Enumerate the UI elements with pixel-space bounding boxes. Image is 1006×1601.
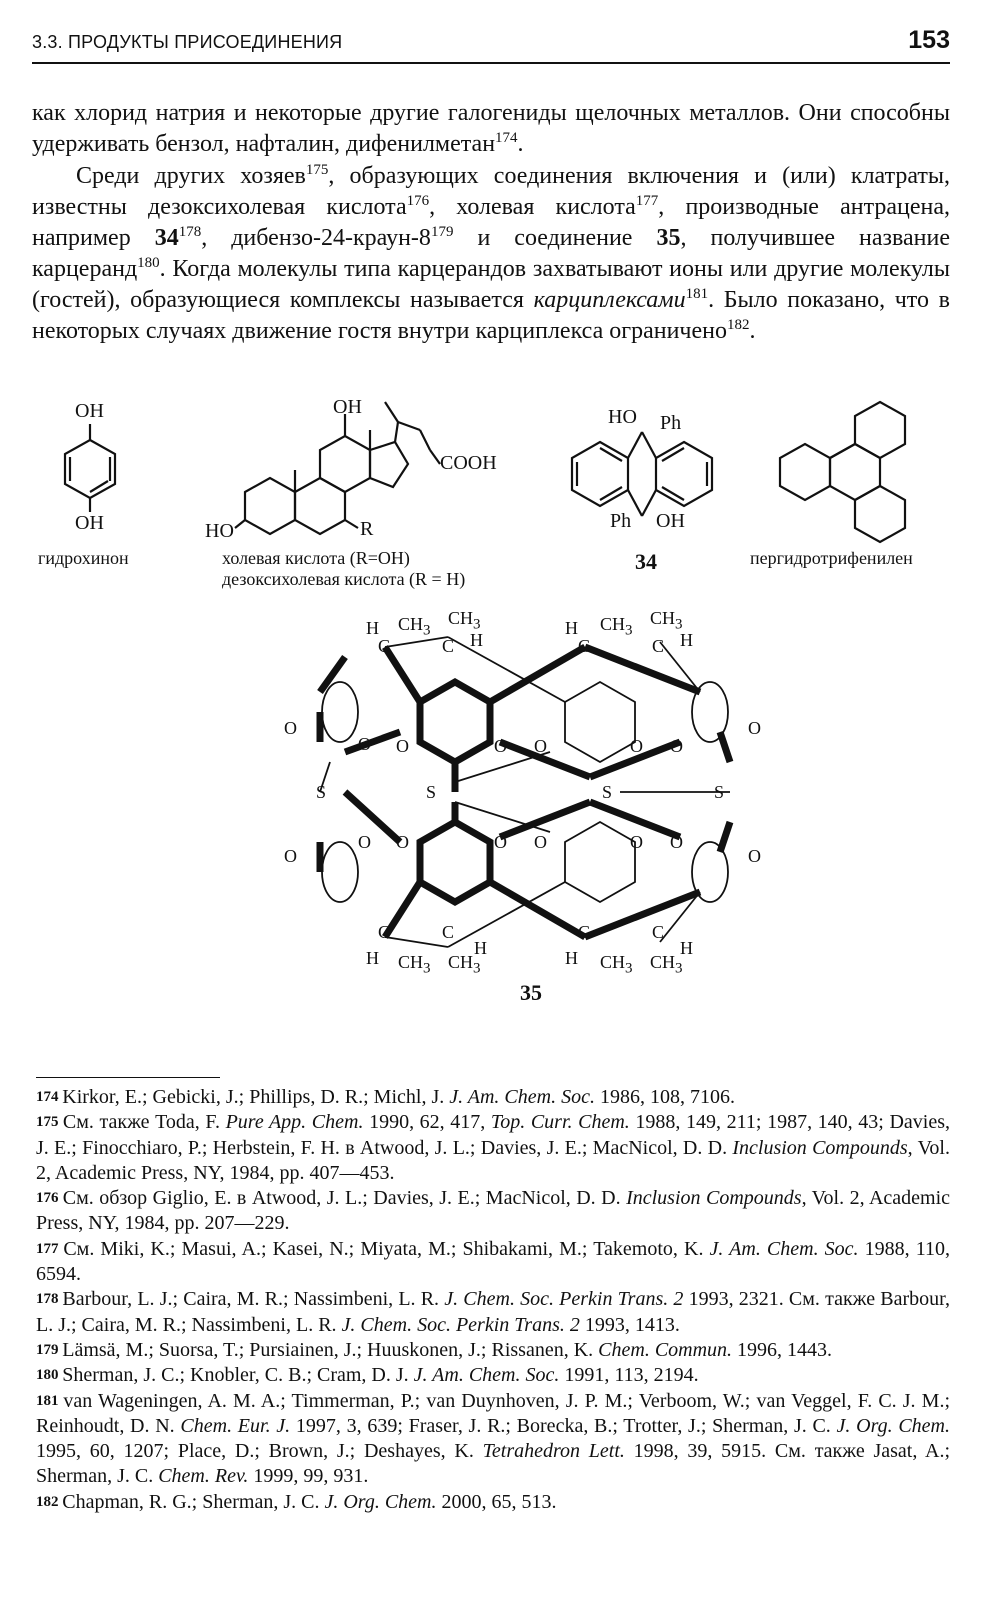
c35-ch-text: CH — [650, 952, 676, 972]
ref-174: 174 — [495, 130, 518, 146]
footnote-text: См. также Toda, F. — [62, 1111, 226, 1134]
c35-h: H — [470, 630, 483, 650]
c35-sub: 3 — [423, 622, 431, 639]
perhydrotriphenylene-structure — [780, 402, 905, 542]
footnote-text: , Vol. 2, Academic Press, NY, 1984, pp. 207—229. — [36, 1187, 951, 1235]
footnote-number: 182 — [36, 1493, 63, 1510]
compound-34-number: 34 — [635, 549, 657, 574]
c35-sub: 3 — [625, 622, 633, 639]
c35-ch3 — [398, 952, 431, 978]
c35-o: O — [284, 846, 297, 866]
c35-sub: 3 — [625, 960, 633, 977]
c35-ch3 — [650, 952, 683, 978]
c35-sub: 3 — [473, 616, 481, 633]
footnote-181 — [36, 1389, 950, 1490]
cholic-oh: OH — [333, 396, 362, 418]
cholic-cooh: COOH — [440, 452, 497, 474]
footnote-176 — [36, 1186, 950, 1237]
c35-c: C — [652, 636, 665, 656]
c35-h: H — [565, 618, 578, 638]
footnote-number: 174 — [36, 1089, 63, 1105]
section-title: 3.3. ПРОДУКТЫ ПРИСОЕДИНЕНИЯ — [32, 32, 343, 52]
footnote-number: 175 — [36, 1114, 63, 1131]
p2-text: , образующих соединения включения и (или) клатраты, известны дезоксихолевая кислота — [32, 163, 950, 220]
footnote-text: 1990, 62, 417, — [363, 1111, 491, 1134]
paragraph-1-text: как хлорид натрия и некоторые другие галогениды щелочных металлов. Они способны удерживать бензол, нафталин, дифенилметан — [32, 100, 950, 157]
running-header — [32, 26, 950, 64]
perhydrotriphenylene-caption: пергидротрифенилен — [750, 548, 913, 568]
footnote-journal: Pure App. Chem. — [225, 1111, 364, 1134]
footnote-text: 1988, 110, 6594. — [36, 1237, 950, 1286]
compound-34-ref: 34 — [154, 225, 179, 251]
p2-text: . Когда молекулы типа карцерандов захватывают ионы или другие молекулы (гостей), образующиеся комплексы называется — [32, 256, 950, 313]
c35-s: S — [602, 782, 613, 802]
hydroquinone-caption: гидрохинон — [38, 548, 129, 568]
c35-c: C — [378, 636, 391, 656]
c35-o: O — [670, 736, 683, 756]
p2-text: , получившее название карцеранд — [32, 225, 950, 282]
footnote-182 — [36, 1490, 950, 1515]
p2-text: . Было показано, что в некоторых случаях движение гостя внутри карциплекса ограничено — [32, 287, 950, 344]
footnote-text: 2000, 65, 513. — [436, 1490, 557, 1513]
ref-181: 181 — [685, 286, 709, 302]
footnote-text: 1991, 113, 2194. — [559, 1364, 699, 1387]
c35-ch-text: CH — [398, 952, 424, 972]
c35-s: S — [316, 782, 327, 802]
c35-o: O — [396, 832, 409, 852]
footnote-178 — [36, 1287, 950, 1338]
footnote-text: 1999, 99, 931. — [248, 1465, 369, 1488]
c35-ch3 — [600, 952, 633, 978]
c35-s: S — [426, 782, 437, 802]
cholic-acid-structure — [235, 402, 440, 534]
cholic-caption-2: дезоксихолевая кислота (R = H) — [222, 569, 466, 589]
footnote-text: Chapman, R. G.; Sherman, J. C. — [62, 1490, 325, 1513]
footnote-text: 1988, 149, 211; 1987, 140, 43; Davies, J. E.; Finocchiaro, P.; Herbstein, F. H. в Atwood, J. L.; Davies, J. E.; MacNicol, D. D. — [36, 1111, 951, 1159]
c35-sub: 3 — [423, 960, 431, 977]
c35-c: C — [442, 922, 455, 942]
footnote-journal: J. Org. Chem. — [836, 1414, 951, 1437]
footnote-number: 178 — [36, 1291, 63, 1308]
c35-o: O — [396, 736, 409, 756]
ref-178: 178 — [178, 224, 202, 240]
c35-o: O — [284, 718, 297, 738]
c35-o: O — [494, 736, 507, 756]
structures-drawing — [0, 392, 1006, 1012]
footnote-number: 177 — [36, 1240, 64, 1257]
c35-c: C — [652, 922, 665, 942]
footnote-text: van Wageningen, A. M. A.; Timmerman, P.; van Duynhoven, J. P. M.; Verboom, W.; van Veggel, F. C. J. M.; Reinhoudt, D. N. — [36, 1389, 951, 1437]
c35-h: H — [366, 948, 379, 968]
compound-34-structure — [572, 432, 712, 516]
c35-ch-text: CH — [600, 952, 626, 972]
ref-179: 179 — [430, 224, 454, 240]
c35-ch-text: CH — [650, 608, 676, 628]
c35-h: H — [680, 938, 693, 958]
footnote-journal: Chem. Rev. — [158, 1465, 249, 1488]
ref-180: 180 — [137, 255, 160, 271]
compound-35-structure — [320, 637, 730, 947]
footnote-journal: Tetrahedron Lett. — [482, 1440, 625, 1463]
footnotes — [36, 1085, 950, 1515]
hydroquinone-oh-top: OH — [75, 400, 104, 422]
c35-o: O — [534, 736, 547, 756]
c35-ch3 — [398, 614, 431, 640]
c35-ch3 — [600, 614, 633, 640]
p2-text: , холевая кислота — [429, 194, 636, 220]
footnote-text: Kirkor, E.; Gebicki, J.; Phillips, D. R.; Michl, J. — [62, 1086, 450, 1108]
footnote-text: Sherman, J. C.; Knobler, C. B.; Cram, D. J. — [62, 1364, 414, 1387]
c35-ch-text: CH — [398, 614, 424, 634]
p2-text: Среди других хозяев — [76, 163, 306, 189]
footnote-text: 1986, 108, 7106. — [594, 1086, 735, 1108]
footnote-journal: J. Org. Chem. — [324, 1490, 437, 1513]
c35-o: O — [534, 832, 547, 852]
footnote-174 — [36, 1085, 950, 1110]
footnote-number: 181 — [36, 1392, 64, 1409]
c35-h: H — [366, 618, 379, 638]
c35-sub: 3 — [675, 960, 683, 977]
footnote-text: 1996, 1443. — [732, 1338, 833, 1361]
c35-h: H — [680, 630, 693, 650]
term-carciplex: карциплексами — [533, 287, 686, 313]
footnote-text: 1995, 60, 1207; Place, D.; Brown, J.; Deshayes, K. — [36, 1440, 483, 1463]
c35-sub: 3 — [473, 960, 481, 977]
p2-text: . — [749, 318, 756, 344]
p2-text: , дибензо-24-краун-8 — [201, 225, 431, 251]
c35-ch-text: CH — [448, 608, 474, 628]
paragraph-1-end: . — [517, 131, 524, 157]
footnote-journal: Inclusion Compounds — [626, 1187, 802, 1210]
footnote-175 — [36, 1110, 950, 1186]
p2-text: , производные антрацена, например — [32, 194, 950, 251]
footnote-journal: Inclusion Compounds — [732, 1136, 908, 1159]
paragraph-1 — [32, 98, 950, 160]
footnote-number: 179 — [36, 1341, 63, 1358]
c35-ch3 — [650, 608, 683, 634]
c34-ph-bottom: Ph — [610, 510, 632, 532]
hydroquinone-oh-bottom: OH — [75, 512, 104, 534]
footnote-journal: J. Am. Chem. Soc. — [449, 1086, 595, 1108]
p2-text: и соединение — [453, 225, 657, 251]
chemical-structures-figure — [0, 392, 1006, 1012]
footnote-text: , Vol. 2, Academic Press, NY, 1984, pp. 407—453. — [36, 1136, 950, 1184]
footnote-177 — [36, 1237, 950, 1288]
footnote-journal: Chem. Eur. J. — [180, 1414, 291, 1437]
c35-h: H — [565, 948, 578, 968]
page-number: 153 — [908, 26, 950, 54]
footnote-journal: Top. Curr. Chem. — [490, 1111, 630, 1134]
hydroquinone-structure — [65, 424, 115, 512]
c35-o: O — [748, 846, 761, 866]
c35-c: C — [378, 922, 391, 942]
c35-ch-text: CH — [448, 952, 474, 972]
c35-o: O — [670, 832, 683, 852]
c35-o: O — [358, 832, 371, 852]
c35-o: O — [630, 736, 643, 756]
cholic-ho: HO — [205, 520, 234, 542]
cholic-caption-1: холевая кислота (R=OH) — [222, 548, 410, 568]
footnote-journal: J. Chem. Soc. Perkin Trans. 2 — [444, 1288, 684, 1311]
footnote-text: 1997, 3, 639; Fraser, J. R.; Borecka, B.; Trotter, J.; Sherman, J. C. — [290, 1414, 837, 1437]
ref-175: 175 — [305, 162, 329, 178]
c35-ch-text: CH — [600, 614, 626, 634]
cholic-r: R — [360, 518, 374, 540]
footnote-journal: Chem. Commun. — [598, 1338, 733, 1361]
c34-ph-top: Ph — [660, 412, 682, 434]
c35-h: H — [474, 938, 487, 958]
c35-sub: 3 — [675, 616, 683, 633]
footnote-179 — [36, 1338, 950, 1363]
c35-c: C — [442, 636, 455, 656]
footnote-text: 1998, 39, 5915. См. также Jasat, A.; Sherman, J. C. — [36, 1440, 950, 1488]
paragraph-2 — [32, 161, 950, 347]
footnote-text: См. Miki, K.; Masui, A.; Kasei, N.; Miyata, M.; Shibakami, M.; Takemoto, K. — [63, 1237, 710, 1260]
ref-176: 176 — [406, 193, 430, 209]
footnote-text: Lämsä, M.; Suorsa, T.; Pursiainen, J.; Huuskonen, J.; Rissanen, K. — [62, 1338, 599, 1361]
c35-c: C — [578, 636, 591, 656]
c35-c: C — [578, 922, 591, 942]
c34-oh: OH — [656, 510, 685, 532]
c35-o: O — [494, 832, 507, 852]
footnote-text: 1993, 1413. — [579, 1313, 680, 1336]
c35-o: O — [630, 832, 643, 852]
footnote-text: См. обзор Giglio, E. в Atwood, J. L.; Davies, J. E.; MacNicol, D. D. — [62, 1187, 627, 1210]
footnote-text: 1993, 2321. См. также Barbour, L. J.; Caira, M. R.; Nassimbeni, L. R. — [36, 1288, 951, 1336]
ref-182: 182 — [726, 317, 750, 333]
c35-o: O — [358, 734, 371, 754]
c35-o: O — [748, 718, 761, 738]
footnote-journal: J. Am. Chem. Soc. — [413, 1364, 560, 1387]
c34-ho: HO — [608, 406, 637, 428]
compound-35-number: 35 — [520, 980, 542, 1005]
footnote-text: Barbour, L. J.; Caira, M. R.; Nassimbeni, L. R. — [62, 1288, 445, 1311]
footnote-journal: J. Chem. Soc. Perkin Trans. 2 — [341, 1313, 580, 1336]
footnote-number: 176 — [36, 1190, 63, 1207]
compound-35-ref: 35 — [656, 225, 681, 251]
footnote-180 — [36, 1363, 950, 1388]
footnote-number: 180 — [36, 1367, 63, 1384]
c35-s: S — [714, 782, 725, 802]
footnote-journal: J. Am. Chem. Soc. — [709, 1237, 859, 1260]
ref-177: 177 — [635, 193, 659, 209]
footnote-separator — [36, 1077, 220, 1078]
